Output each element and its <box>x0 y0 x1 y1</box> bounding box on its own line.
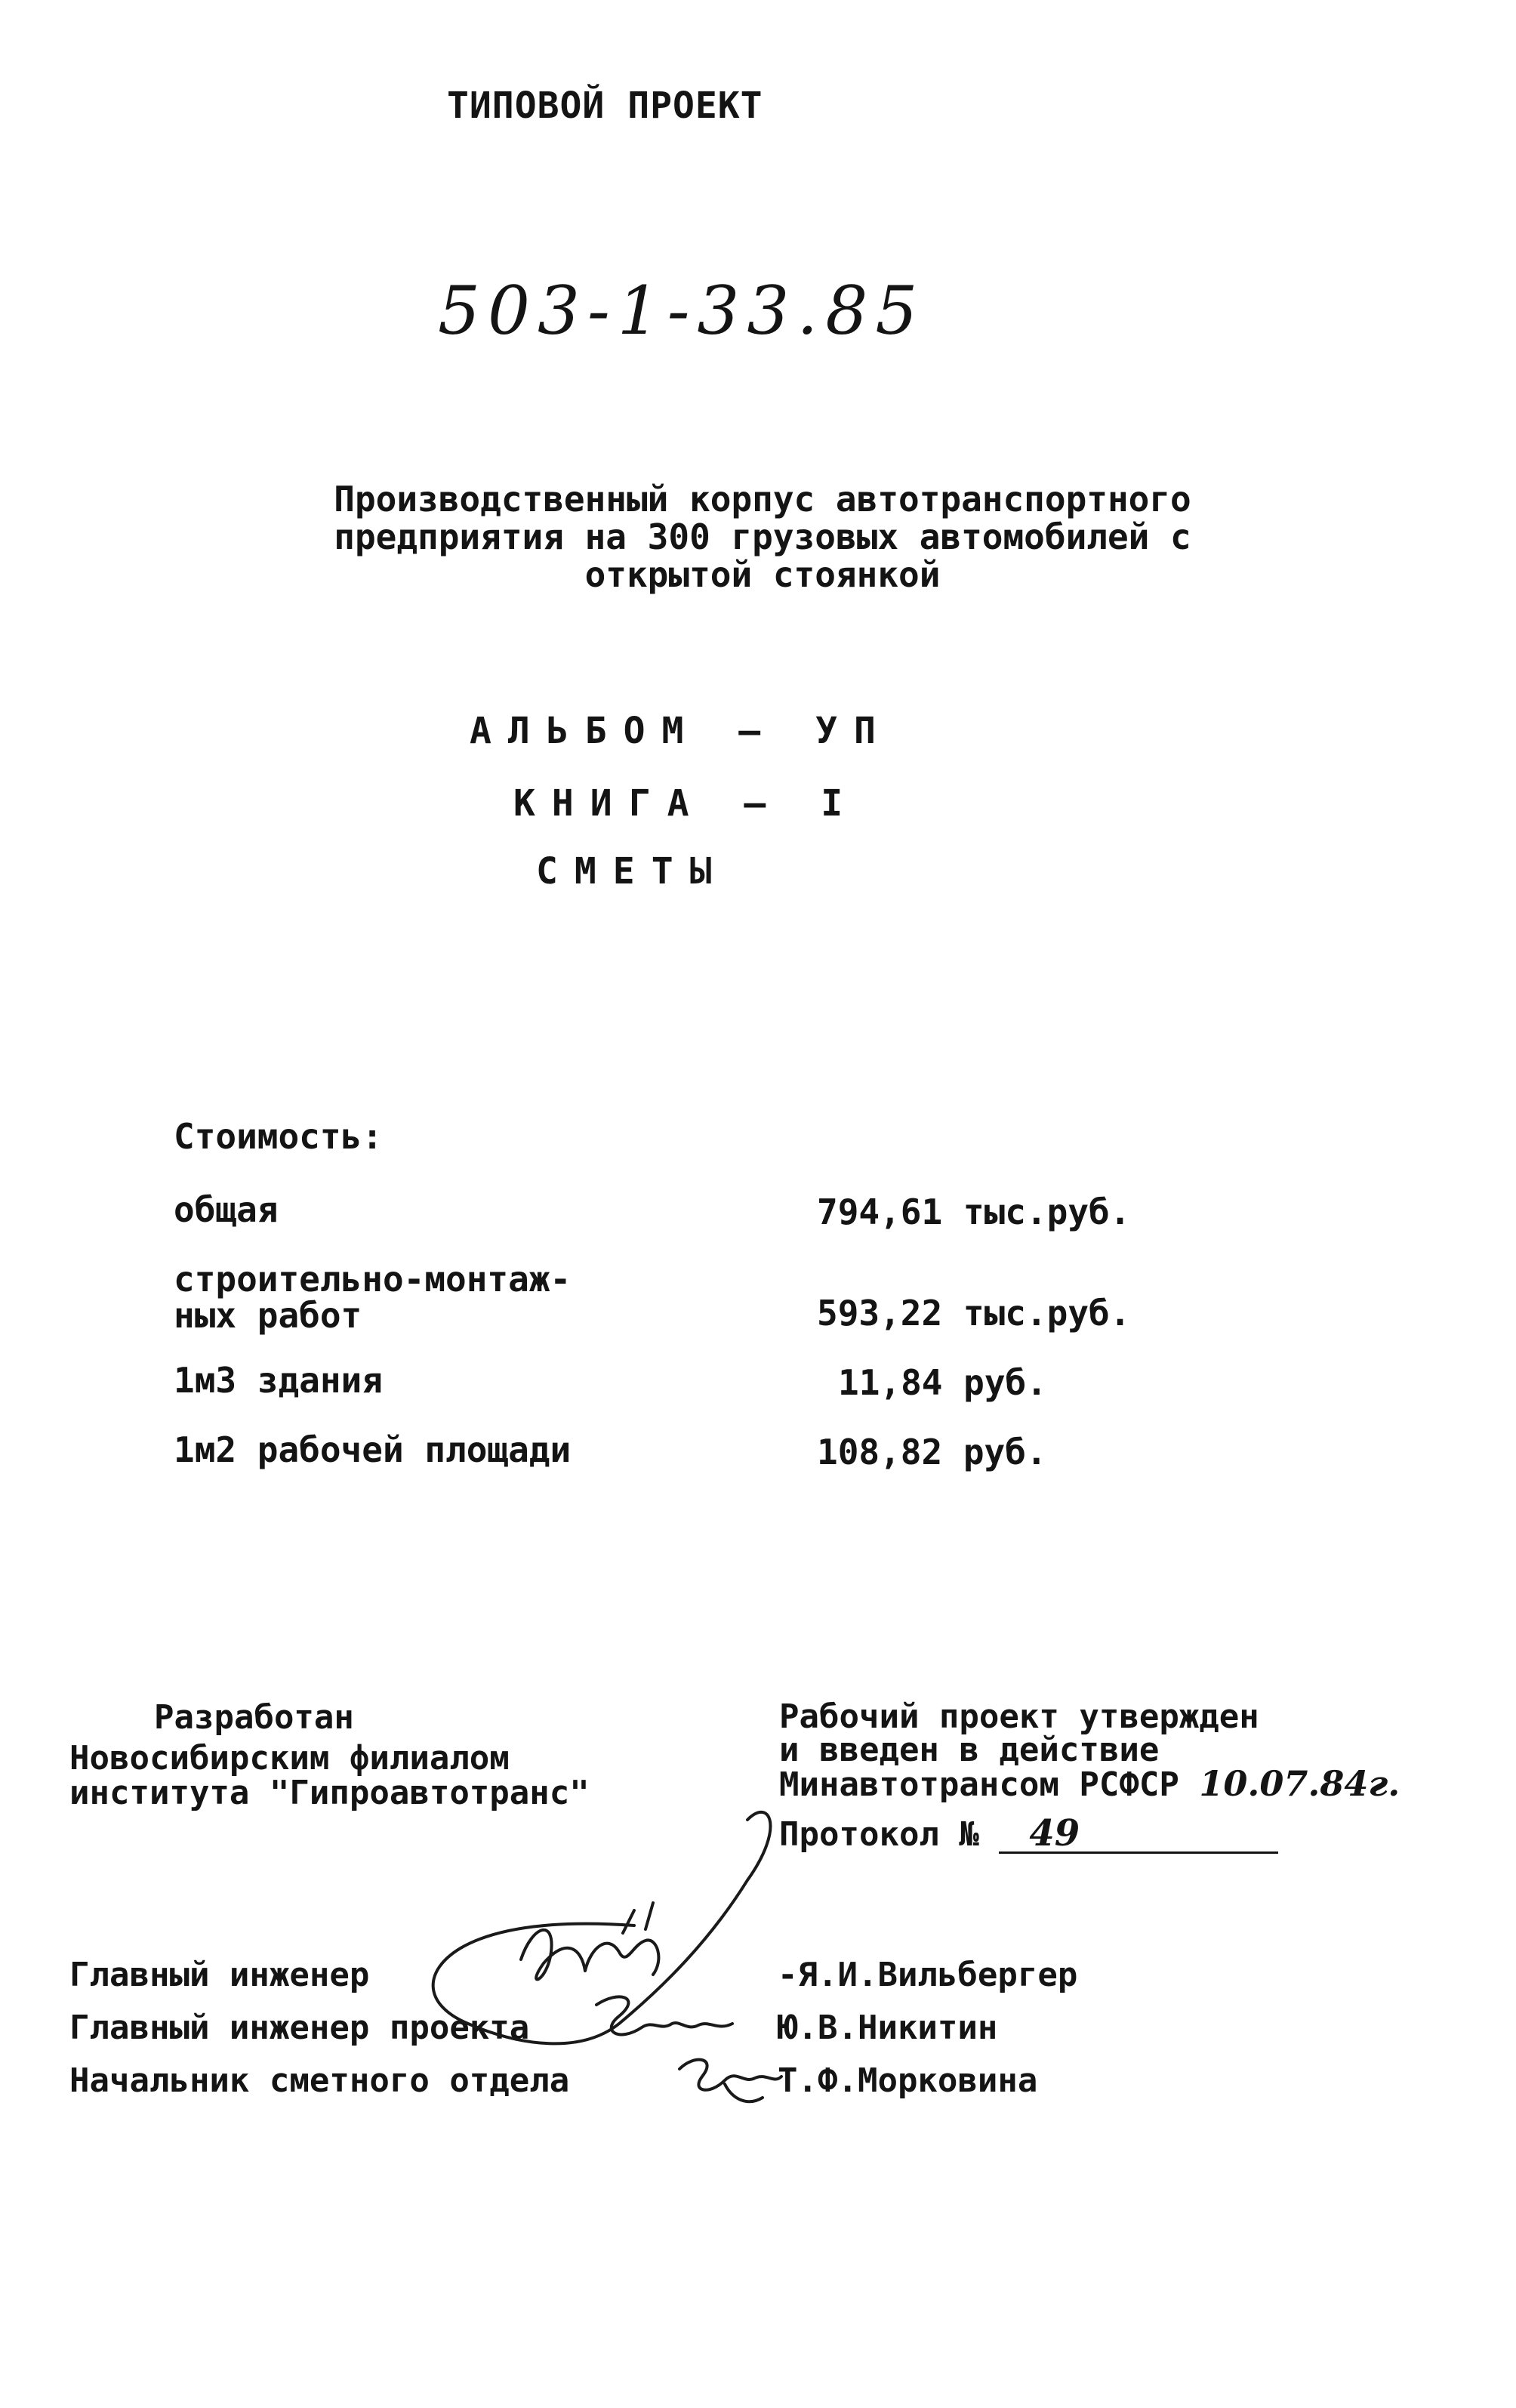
project-title-line: предприятия на 300 грузовых автомобилей с <box>334 516 1191 557</box>
protocol-label: Протокол № <box>779 1815 979 1854</box>
cost-row-value: 794,61 тыс.руб. <box>817 1192 1131 1232</box>
project-title <box>226 480 1299 594</box>
protocol-line <box>779 1812 1400 1855</box>
approval-line: и введен в действие <box>779 1731 1160 1769</box>
cost-row-value: 11,84 руб. <box>838 1362 1047 1403</box>
signatory-name: Т.Ф.Морковина <box>778 2061 1038 2100</box>
project-title-line: открытой стоянкой <box>584 554 941 595</box>
book-label: КНИГА – I <box>513 782 860 825</box>
signature-loop-stroke <box>433 1812 771 2043</box>
cost-row-value: 108,82 руб. <box>817 1432 1047 1472</box>
signatory-role: Главный инженер <box>69 1956 370 1994</box>
project-title-line: Производственный корпус автотранспортного <box>334 479 1191 520</box>
approval-date: 10.07.84г. <box>1199 1763 1400 1804</box>
approval-authority: Минавтотрансом РСФСР <box>779 1765 1179 1804</box>
signatory-role: Начальник сметного отдела <box>69 2061 570 2100</box>
cost-row-value: 593,22 тыс.руб. <box>817 1293 1131 1333</box>
signatory-name: -Я.И.Вильбергер <box>778 1956 1078 1994</box>
developer-block <box>69 1700 590 1811</box>
approval-block <box>779 1697 1400 1855</box>
protocol-number: 49 <box>999 1815 1278 1854</box>
cost-row-label: 1м3 здания <box>174 1360 383 1401</box>
developer-line: Новосибирским филиалом <box>69 1739 510 1777</box>
cost-row-label-line: ных работ <box>174 1295 362 1336</box>
section-label: СМЕТЫ <box>536 850 729 893</box>
cost-row-label <box>174 1259 572 1336</box>
signature-project-engineer <box>596 1996 732 2034</box>
signatory-name: Ю.В.Никитин <box>778 2009 998 2047</box>
cost-heading: Стоимость: <box>174 1116 383 1157</box>
signatory-role: Главный инженер проекта <box>69 2009 530 2047</box>
cost-row-label: общая <box>174 1189 279 1230</box>
approval-line <box>779 1763 1400 1804</box>
handwritten-signatures <box>393 1797 815 2144</box>
cost-row-label-line: строительно-монтаж- <box>174 1259 572 1300</box>
approval-line: Рабочий проект утвержден <box>779 1697 1259 1736</box>
signature-department-head <box>679 2060 781 2102</box>
project-number: 503-1-33.85 <box>438 272 926 350</box>
signature-chief-engineer <box>521 1903 658 1979</box>
cost-row-label: 1м2 рабочей площади <box>174 1429 572 1470</box>
developer-heading: Разработан <box>154 1698 354 1737</box>
developer-line: института "Гипроавтотранс" <box>69 1774 590 1812</box>
document-type-label: ТИПОВОЙ ПРОЕКТ <box>447 85 763 127</box>
album-label: АЛЬБОМ – УП <box>470 710 892 752</box>
